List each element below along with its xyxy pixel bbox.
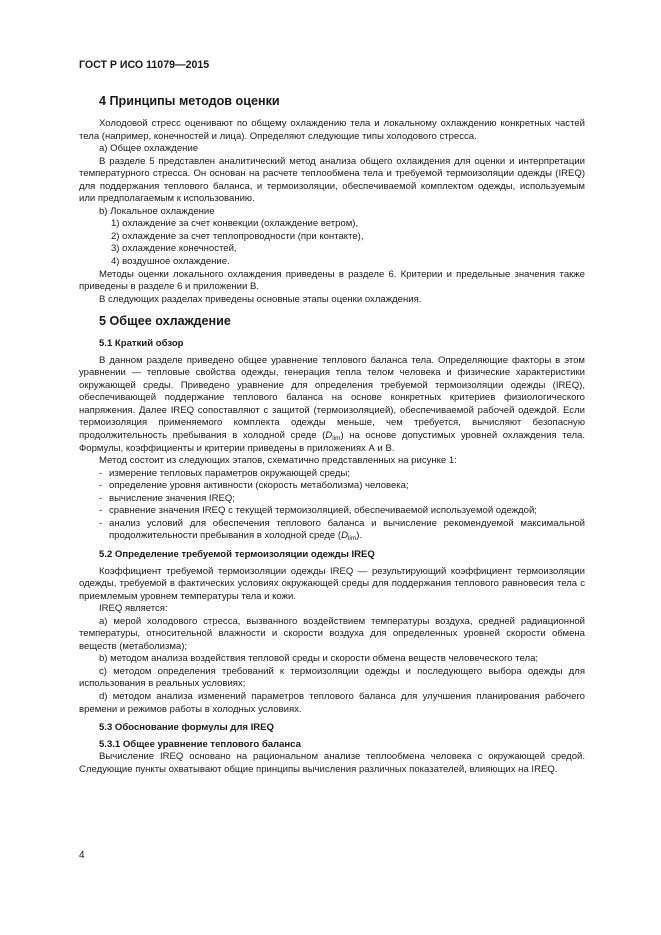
list-item: 2) охлаждение за счет теплопроводности (при контакте), <box>111 230 364 242</box>
list-item: а) мерой холодового стресса, вызванного воздействием температуры воздуха, средней радиационной температуры, относительной влажности и скорости воздуха для определенных уровней скорости обмена веществ (метаболизма); <box>79 615 585 652</box>
list-label: b) Локальное охлаждение <box>99 205 215 217</box>
paragraph: Метод состоит из следующих этапов, схематично представленных на рисунке 1: <box>99 455 457 467</box>
list-item: 1) охлаждение за счет конвекции (охлаждение ветром), <box>111 218 359 230</box>
text-run: ). <box>356 530 363 542</box>
document-header: ГОСТ Р ИСО 11079—2015 <box>79 59 210 71</box>
section-4-title: 4 Принципы методов оценки <box>99 94 280 108</box>
subsection-5-2-title: 5.2 Определение требуемой термоизоляции одежды IREQ <box>99 548 375 560</box>
paragraph: Вычисление IREQ основано на рациональном анализе теплообмена человека с окружающей средой. Следующие пункты охватывают общие принципы вычисления различных показателей, влияющих на IREQ. <box>79 751 585 775</box>
dlim-symbol: D <box>341 530 348 542</box>
subsection-5-3-title: 5.3 Обоснование формулы для IREQ <box>99 722 274 734</box>
list-item <box>79 518 585 543</box>
dlim-subscript: lim <box>332 435 341 443</box>
list-item: - сравнение значения IREQ с текущей термоизоляцией, обеспечиваемой используемой одеждой; <box>79 505 585 518</box>
paragraph: В разделе 5 представлен аналитический метод анализа общего охлаждения для оценки и интерпретации температурного стресса. Он основан на расчете теплообмена тела и требуемой термоизоляции одежды (IREQ) для поддержания теплового баланса, и термоизоляции, обеспечиваемой комплектом одежды, используемым или предполагаемым к использованию. <box>79 155 585 205</box>
page-number: 4 <box>79 850 85 861</box>
subsection-5-1-title: 5.1 Краткий обзор <box>99 338 184 350</box>
list-item: - вычисление значения IREQ; <box>79 493 585 506</box>
subsection-5-3-1-title: 5.3.1 Общее уравнение теплового баланса <box>99 738 301 750</box>
text-run: В данном разделе приведено общее уравнение теплового баланса тела. Определяющие факторы в этом уравнении — тепловые свойства одежды, генерация тепла телом человека и физические характеристики окружающей среды. Приведено уравнение для определения требуемой термоизоляции одежды (IREQ), обеспечивающей поддержание теплового баланса на основе конкретных критериев физиологического напряжения. Далее IREQ сопоставляют с защитой (термоизоляцией), обеспечиваемой рабочей одеждой. Если термоизоляция применяемого комплекта одежды меньше, чем требуется, вычисляют безопасную продолжительность пребывания в холодной среде ( <box>79 354 585 442</box>
list-item: 4) воздушное охлаждение. <box>111 256 230 268</box>
text-run: ) на основе допустимых уровней охлаждения тела. Формулы, коэффициенты и критерии приведены в приложениях А и В. <box>79 430 585 454</box>
paragraph: В следующих разделах приведены основные этапы оценки охлаждения. <box>99 293 422 305</box>
dlim-subscript: lim <box>347 535 357 543</box>
paragraph: Холодовой стресс оценивают по общему охлаждению тела и локальному охлаждению конкретных частей тела (например, конечностей и лица). Определяют следующие типы холодового стресса. <box>79 118 585 142</box>
paragraph: Методы оценки локального охлаждения приведены в разделе 6. Критерии и предельные значения также приведены в разделе 6 и приложении В. <box>79 268 585 293</box>
list-item: b) методом анализа воздействия тепловой среды и скорости обмена веществ человеческого тела; <box>99 653 539 665</box>
list-item: с) методом определения требований к термоизоляции одежды и последующего выбора одежды для использования в реальных условиях; <box>79 665 585 690</box>
paragraph <box>79 355 585 455</box>
page-body <box>79 86 585 776</box>
dlim-symbol: D <box>325 430 333 442</box>
section-5-title: 5 Общее охлаждение <box>99 314 231 329</box>
list-label: а) Общее охлаждение <box>99 143 199 155</box>
paragraph: Коэффициент требуемой термоизоляции одежды IREQ — результирующий коэффициент термоизоляции одежды, требуемой в фактических условиях окружающей среды для поддержания теплового равновесия тела с приемлемым уровнем температуры тела и кожи. <box>79 565 585 602</box>
list-item: - определение уровня активности (скорость метаболизма) человека; <box>79 480 585 493</box>
list-item: d) методом анализа изменений параметров теплового баланса для улучшения планирования рабочего времени и режимов работы в холодных условиях. <box>79 690 585 715</box>
list-item: - измерение тепловых параметров окружающей среды; <box>79 468 585 481</box>
list-item: 3) охлаждение конечностей, <box>111 243 237 255</box>
text-run: анализ условий для обеспечения теплового баланса и вычисление рекомендуемой максимальной продолжительности пребывания в холодной среде ( <box>109 517 585 542</box>
paragraph: IREQ является: <box>99 603 168 615</box>
